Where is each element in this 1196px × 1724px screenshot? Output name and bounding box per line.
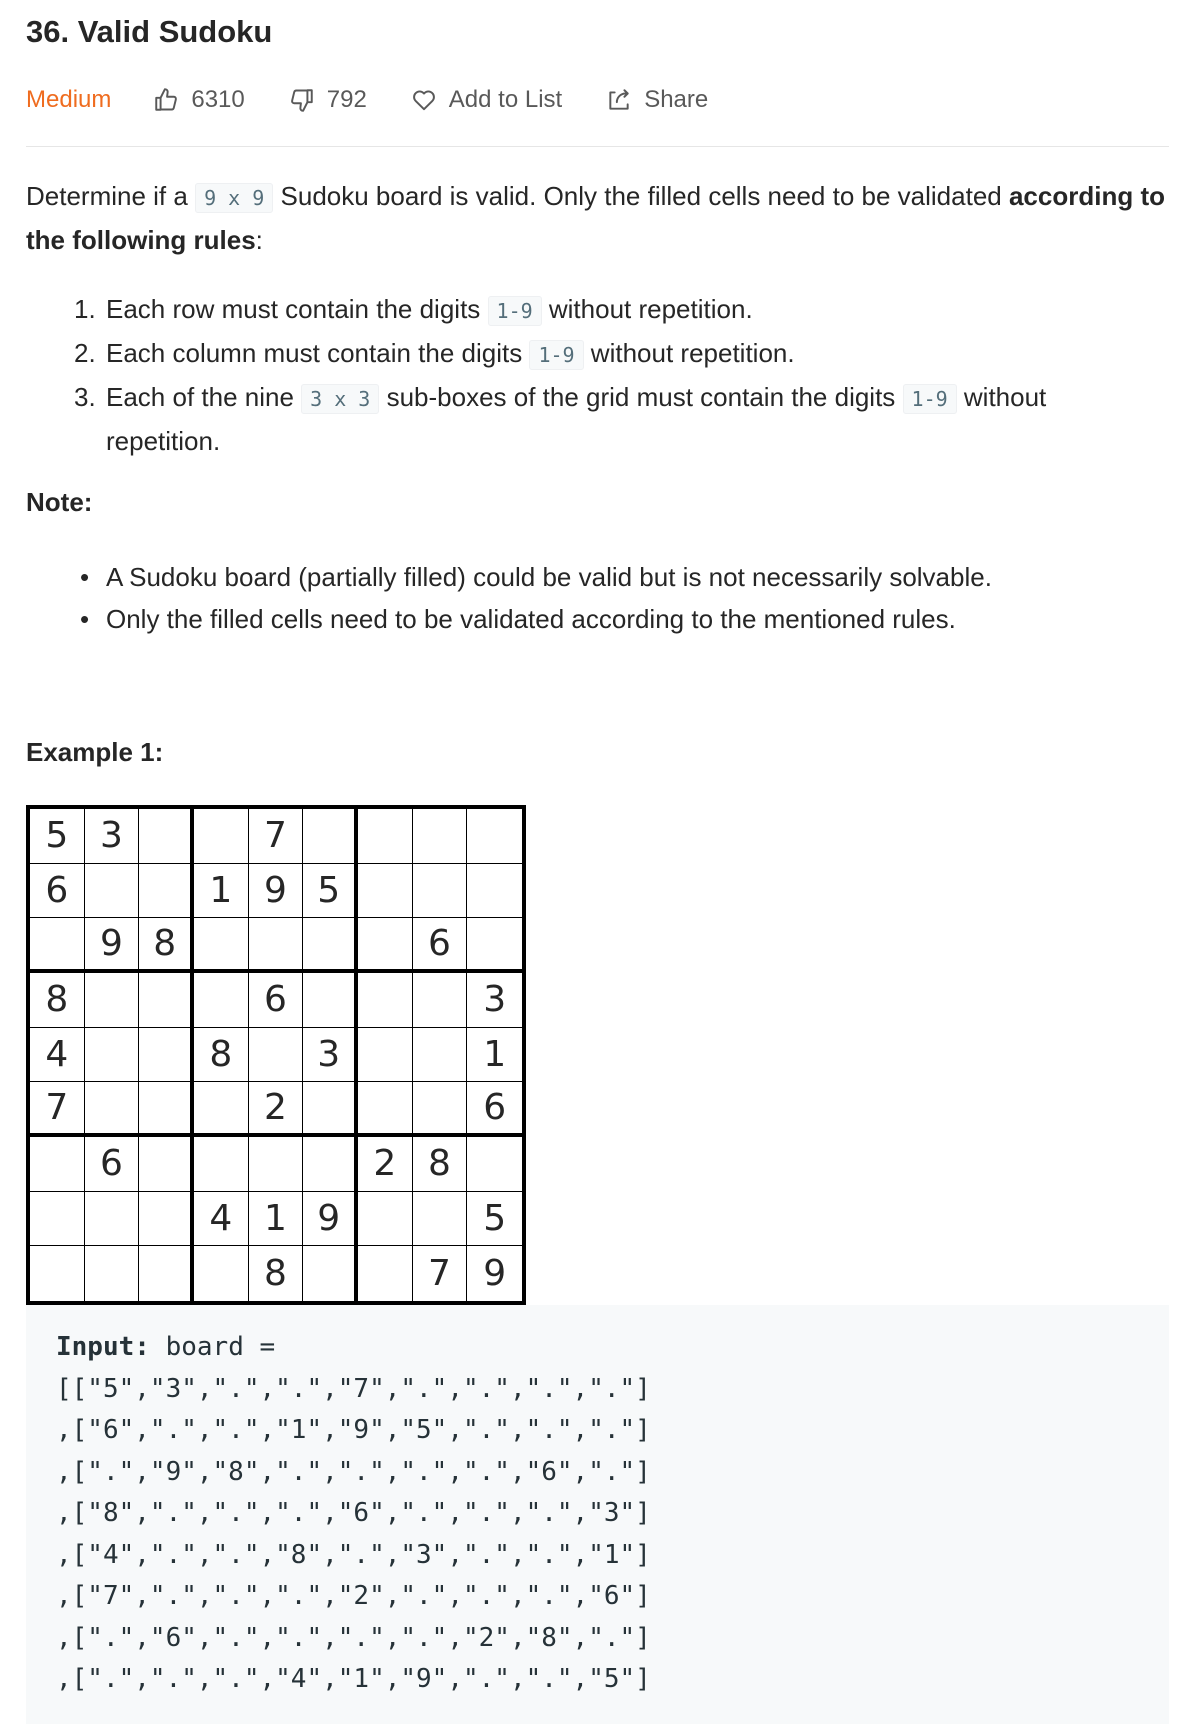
sudoku-cell: 8 xyxy=(413,1137,468,1192)
sudoku-cell: 3 xyxy=(303,1028,358,1083)
sudoku-cell xyxy=(413,864,468,919)
sudoku-cell: 7 xyxy=(249,809,304,864)
note-item: • A Sudoku board (partially filled) could be valid but is not necessarily solvable. xyxy=(80,556,1160,598)
sudoku-cell: 2 xyxy=(249,1082,304,1137)
sudoku-cell: 8 xyxy=(249,1246,304,1301)
rule-item xyxy=(74,376,1074,462)
sudoku-cell: 9 xyxy=(85,918,140,973)
sudoku-cell xyxy=(413,809,468,864)
problem-description xyxy=(26,175,1166,261)
sudoku-cell xyxy=(303,1246,358,1301)
sudoku-cell: 6 xyxy=(413,918,468,973)
inline-code: 1-9 xyxy=(488,296,542,326)
sudoku-cell: 8 xyxy=(139,918,194,973)
sudoku-cell xyxy=(467,918,522,973)
sudoku-cell xyxy=(249,1137,304,1192)
sudoku-cell: 6 xyxy=(85,1137,140,1192)
sudoku-cell xyxy=(303,918,358,973)
rule-text: without repetition. xyxy=(106,382,1047,456)
sudoku-cell xyxy=(85,1082,140,1137)
thumbs-up-icon xyxy=(153,87,179,113)
sudoku-cell xyxy=(413,1192,468,1247)
inline-code: 3 x 3 xyxy=(301,384,379,414)
sudoku-cell xyxy=(139,1246,194,1301)
thumbs-down-icon xyxy=(289,87,315,113)
rule-text: Each row must contain the digits xyxy=(106,294,488,324)
description-text: Determine if a xyxy=(26,181,196,211)
sudoku-cell xyxy=(358,1082,413,1137)
input-var: board = xyxy=(149,1332,276,1362)
dislike-count: 792 xyxy=(326,86,367,113)
sudoku-cell xyxy=(467,1137,522,1192)
sudoku-cell xyxy=(194,1137,249,1192)
inline-code: 9 x 9 xyxy=(195,183,273,213)
sudoku-cell: 3 xyxy=(467,973,522,1028)
heart-icon xyxy=(411,87,437,113)
sudoku-cell: 9 xyxy=(303,1192,358,1247)
sudoku-cell xyxy=(30,1246,85,1301)
sudoku-cell xyxy=(139,809,194,864)
sudoku-cell xyxy=(30,1192,85,1247)
sudoku-cell xyxy=(413,1028,468,1083)
sudoku-cell: 5 xyxy=(467,1192,522,1247)
sudoku-cell xyxy=(30,918,85,973)
sudoku-cell xyxy=(194,1246,249,1301)
example-heading: Example 1: xyxy=(26,737,164,767)
input-label: Input: xyxy=(56,1332,150,1362)
code-line: [["5","3",".",".","7",".",".",".","."] xyxy=(56,1373,651,1404)
description-bold: according to the following rules xyxy=(26,181,1165,255)
sudoku-cell: 2 xyxy=(358,1137,413,1192)
sudoku-cell xyxy=(413,973,468,1028)
sudoku-cell: 9 xyxy=(249,864,304,919)
rule-item xyxy=(74,288,1074,332)
sudoku-cell: 8 xyxy=(30,973,85,1028)
sudoku-cell xyxy=(139,973,194,1028)
sudoku-cell: 5 xyxy=(30,809,85,864)
note-item: • Only the filled cells need to be validated according to the mentioned rules. xyxy=(80,598,1160,640)
notes-list xyxy=(80,556,1160,640)
share-label: Share xyxy=(644,86,709,113)
sudoku-cell: 5 xyxy=(303,864,358,919)
sudoku-cell xyxy=(139,1028,194,1083)
problem-meta-bar xyxy=(26,80,752,120)
sudoku-cell xyxy=(303,1137,358,1192)
like-count: 6310 xyxy=(191,86,245,113)
rule-item xyxy=(74,332,1074,376)
rule-text: without repetition. xyxy=(583,338,795,368)
sudoku-cell xyxy=(139,1082,194,1137)
sudoku-cell xyxy=(85,864,140,919)
rules-list xyxy=(74,288,1074,462)
sudoku-cell xyxy=(194,918,249,973)
rule-text: Each of the nine xyxy=(106,382,302,412)
difficulty-label: Medium xyxy=(26,86,112,113)
sudoku-cell: 1 xyxy=(467,1028,522,1083)
dislike-button[interactable] xyxy=(289,86,367,114)
sudoku-cell xyxy=(358,809,413,864)
sudoku-cell: 7 xyxy=(413,1246,468,1301)
sudoku-cell xyxy=(85,973,140,1028)
code-line: ,[".","9","8",".",".",".",".","6","."] xyxy=(56,1456,651,1487)
rule-text: sub-boxes of the grid must contain the digits xyxy=(379,382,903,412)
description-text: : xyxy=(255,225,263,255)
sudoku-cell: 6 xyxy=(467,1082,522,1137)
sudoku-cell xyxy=(358,918,413,973)
sudoku-cell: 4 xyxy=(30,1028,85,1083)
sudoku-cell xyxy=(139,1192,194,1247)
rule-number: 1. xyxy=(74,294,96,324)
share-button[interactable] xyxy=(606,86,708,114)
sudoku-cell xyxy=(413,1082,468,1137)
code-line: ,["4",".",".","8",".","3",".",".","1"] xyxy=(56,1539,651,1570)
like-button[interactable] xyxy=(153,86,244,114)
sudoku-cell: 1 xyxy=(194,864,249,919)
sudoku-cell: 7 xyxy=(30,1082,85,1137)
sudoku-cell xyxy=(358,973,413,1028)
description-text: Sudoku board is valid. Only the filled cells need to be validated xyxy=(273,181,1009,211)
rule-number: 2. xyxy=(74,338,96,368)
sudoku-cell xyxy=(30,1137,85,1192)
sudoku-cell xyxy=(139,1137,194,1192)
example-code-block xyxy=(26,1305,1169,1724)
code-line: ,["8",".",".",".","6",".",".",".","3"] xyxy=(56,1498,651,1528)
sudoku-cell xyxy=(249,1028,304,1083)
code-line: ,[".","6",".",".",".",".","2","8","."] xyxy=(56,1622,651,1653)
sudoku-cell xyxy=(85,1028,140,1083)
sudoku-cell: 8 xyxy=(194,1028,249,1083)
sudoku-cell: 6 xyxy=(30,864,85,919)
sudoku-cell xyxy=(194,973,249,1028)
sudoku-cell xyxy=(194,1082,249,1137)
sudoku-cell xyxy=(194,809,249,864)
sudoku-cell xyxy=(358,1246,413,1301)
code-line xyxy=(56,1327,1139,1369)
sudoku-cell: 9 xyxy=(483,1253,507,1295)
code-line: ,["7",".",".",".","2",".",".",".","6"] xyxy=(56,1581,651,1611)
sudoku-cell: 1 xyxy=(249,1192,304,1247)
sudoku-cell xyxy=(249,918,304,973)
sudoku-cell xyxy=(358,1192,413,1247)
sudoku-board-image xyxy=(26,805,526,1305)
sudoku-cell xyxy=(358,1028,413,1083)
rule-text: Each column must contain the digits xyxy=(106,338,530,368)
sudoku-cell: 6 xyxy=(249,973,304,1028)
sudoku-cell xyxy=(467,864,522,919)
inline-code: 1-9 xyxy=(903,384,957,414)
problem-title: 36. Valid Sudoku xyxy=(26,14,273,49)
sudoku-cell xyxy=(303,809,358,864)
sudoku-cell xyxy=(85,1246,140,1301)
rule-text: without repetition. xyxy=(541,294,753,324)
sudoku-cell xyxy=(139,864,194,919)
header-divider xyxy=(26,146,1169,147)
sudoku-cell: 3 xyxy=(85,809,140,864)
code-line: ,[".",".",".","4","1","9",".",".","5"] xyxy=(56,1664,651,1694)
sudoku-cell: 4 xyxy=(194,1192,249,1247)
sudoku-cell xyxy=(303,1082,358,1137)
rule-number: 3. xyxy=(74,382,96,412)
code-line: ,["6",".",".","1","9","5",".",".","."] xyxy=(56,1415,651,1445)
add-to-list-button[interactable] xyxy=(411,86,562,114)
sudoku-cell xyxy=(303,973,358,1028)
sudoku-cell xyxy=(85,1192,140,1247)
sudoku-cell xyxy=(358,864,413,919)
note-heading: Note: xyxy=(26,487,93,517)
share-icon xyxy=(606,87,632,113)
add-to-list-label: Add to List xyxy=(448,86,563,113)
inline-code: 1-9 xyxy=(529,340,583,370)
sudoku-cell xyxy=(467,809,522,864)
